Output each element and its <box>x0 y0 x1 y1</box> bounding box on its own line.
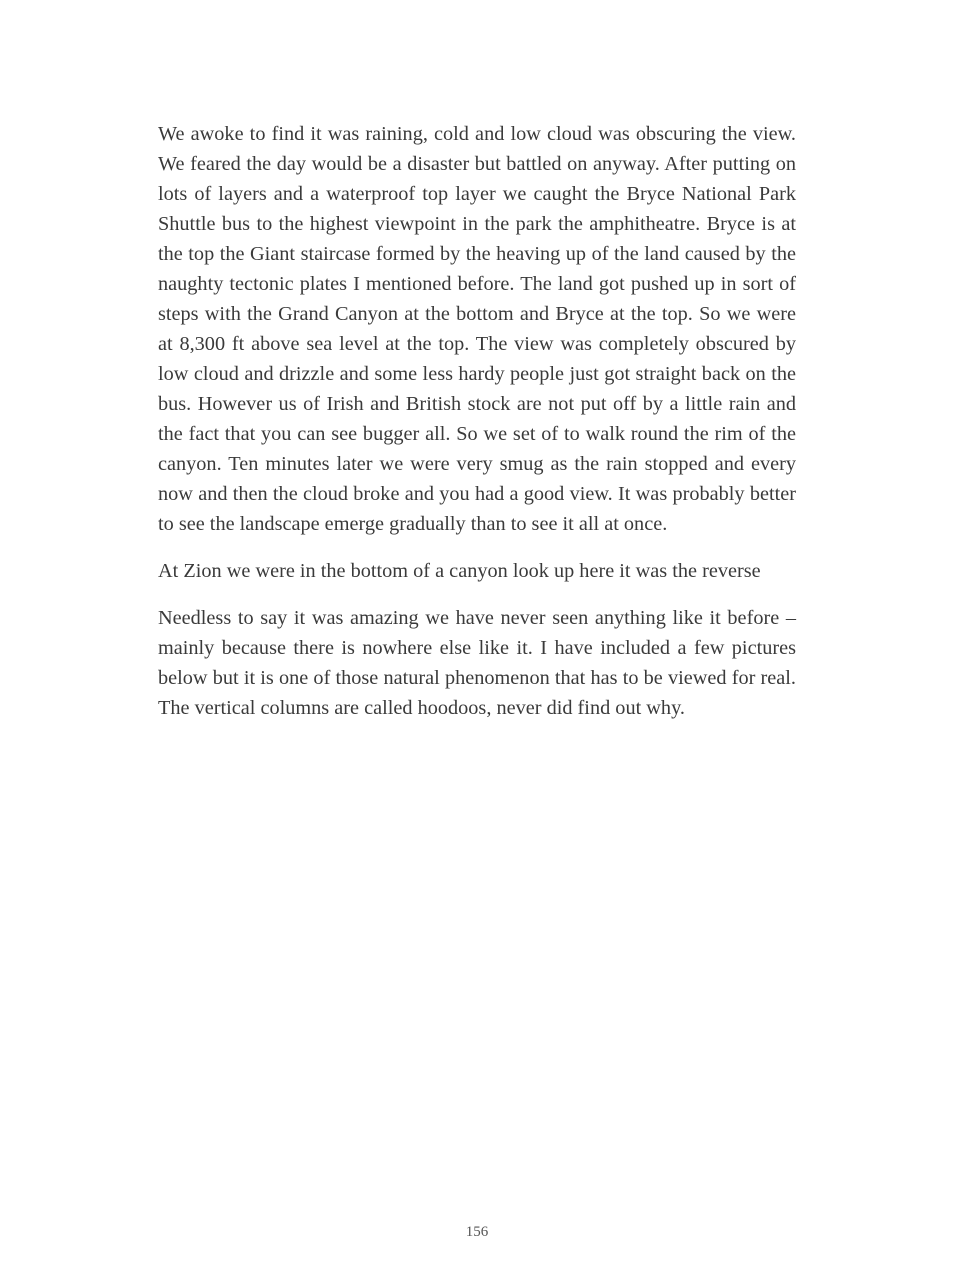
paragraph-bryce-rain: We awoke to find it was raining, cold and low cloud was obscuring the view. We feared the day would be a disaster but battled on anyway. After putting on lots of layers and a waterproof top layer we caught the Bryce National Park Shuttle bus to the highest viewpoint in the park the amphitheatre. Bryce is at the top the Giant staircase formed by the heaving up of the land caused by the naughty tectonic plates I mentioned before. The land got pushed up in sort of steps with the Grand Canyon at the bottom and Bryce at the top. So we were at 8,300 ft above sea level at the top. The view was completely obscured by low cloud and drizzle and some less hardy people just got straight back on the bus. However us of Irish and British stock are not put off by a little rain and the fact that you can see bugger all. So we set of to walk round the rim of the canyon. Ten minutes later we were very smug as the rain stopped and every now and then the cloud broke and you had a good view. It was probably better to see the landscape emerge gradually than to see it all at once. <box>158 123 796 535</box>
body-text <box>158 119 796 740</box>
paragraph-zion-comparison: At Zion we were in the bottom of a canyon look up here it was the reverse <box>158 560 761 582</box>
page-number: 156 <box>465 1224 489 1240</box>
paragraph-hoodoos: Needless to say it was amazing we have never seen anything like it before – mainly because there is nowhere else like it. I have included a few pictures below but it is one of those natural phenomenon that has to be viewed for real. The vertical columns are called hoodoos, never did find out why. <box>158 607 796 719</box>
